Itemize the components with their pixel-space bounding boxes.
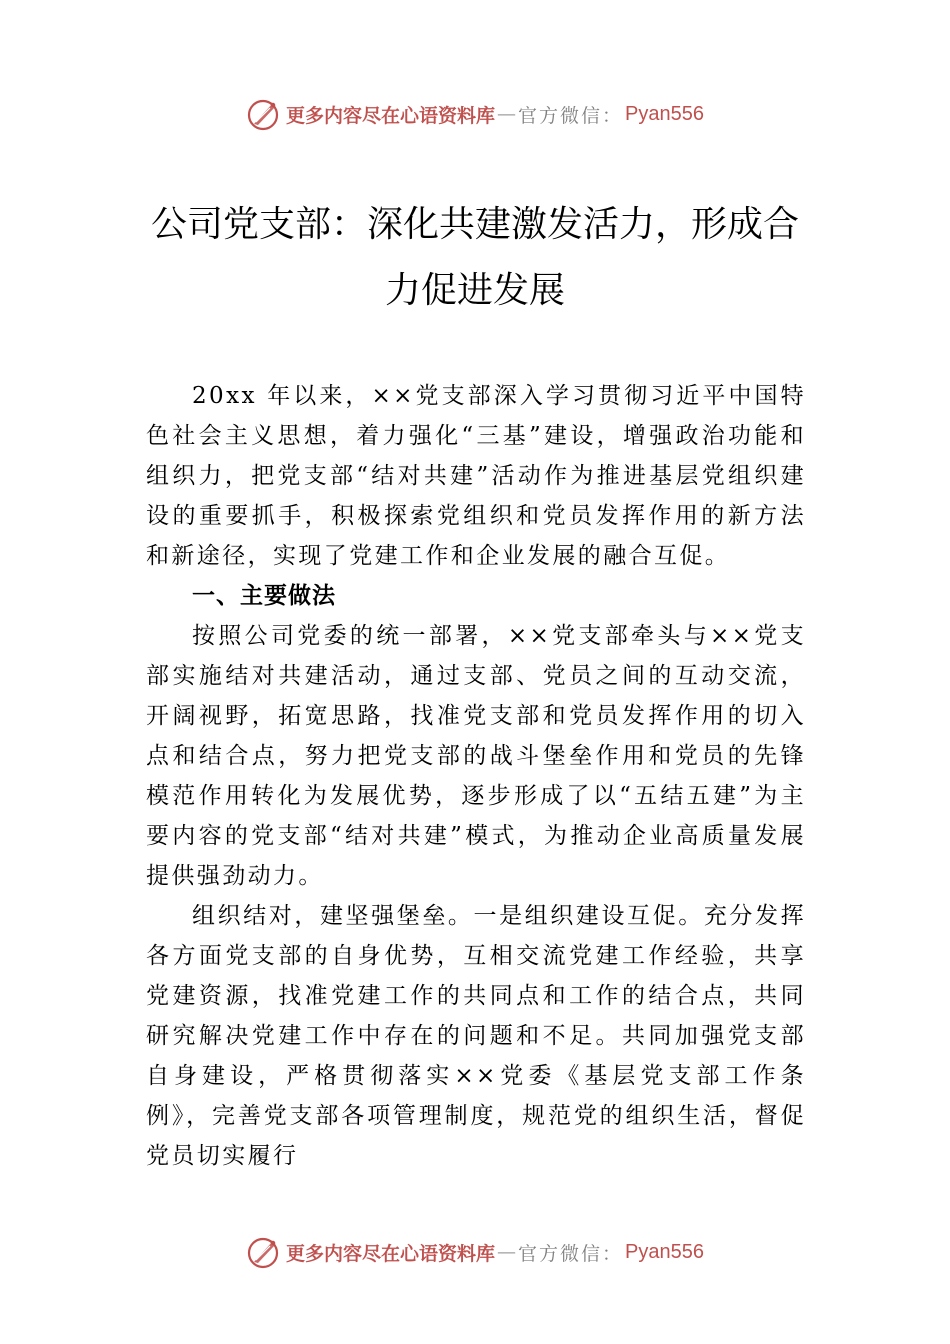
watermark-wechat-id: Pyan556 xyxy=(625,102,704,125)
watermark-brand-text: 更多内容尽在心语资料库 xyxy=(286,104,496,127)
watermark-dash: — xyxy=(497,103,517,125)
watermark-wechat-id: Pyan556 xyxy=(625,1240,704,1263)
document-title-line-1: 公司党支部：深化共建激发活力，形成合 xyxy=(150,204,799,245)
body-paragraph-intro: 20xx 年以来，××党支部深入学习贯彻习近平中国特色社会主义思想，着力强化“三基”建设，增强政治功能和组织力，把党支部“结对共建”活动作为推进基层党组织建设的重要抓手，积极探索党组织和党员发挥作用的新方法和新途径，实现了党建工作和企业发展的融合互促。 xyxy=(146,383,806,569)
watermark-label: 官方微信： xyxy=(518,1242,624,1265)
footer-watermark xyxy=(0,1232,950,1272)
document-body xyxy=(146,376,806,1176)
quill-logo-icon xyxy=(246,1234,282,1270)
section-heading: 一、主要做法 xyxy=(192,583,336,609)
document-title-line-2: 力促进发展 xyxy=(384,270,565,311)
quill-logo-icon xyxy=(246,96,282,132)
watermark-label: 官方微信： xyxy=(518,104,624,127)
watermark-brand-text: 更多内容尽在心语资料库 xyxy=(286,1242,496,1265)
header-watermark xyxy=(0,94,950,134)
watermark-dash: — xyxy=(497,1241,517,1263)
body-paragraph-organization: 组织结对，建坚强堡垒。一是组织建设互促。充分发挥各方面党支部的自身优势，互相交流党建工作经验，共享党建资源，找准党建工作的共同点和工作的结合点，共同研究解决党建工作中存在的问题和不足。共同加强党支部自身建设，严格贯彻落实××党委《基层党支部工作条例》，完善党支部各项管理制度，规范党的组织生活，督促党员切实履行 xyxy=(146,903,806,1169)
body-paragraph-practice: 按照公司党委的统一部署，××党支部牵头与××党支部实施结对共建活动，通过支部、党员之间的互动交流，开阔视野，拓宽思路，找准党支部和党员发挥作用的切入点和结合点，努力把党支部的战斗堡垒作用和党员的先锋模范作用转化为发展优势，逐步形成了以“五结五建”为主要内容的党支部“结对共建”模式，为推动企业高质量发展提供强劲动力。 xyxy=(146,623,806,889)
